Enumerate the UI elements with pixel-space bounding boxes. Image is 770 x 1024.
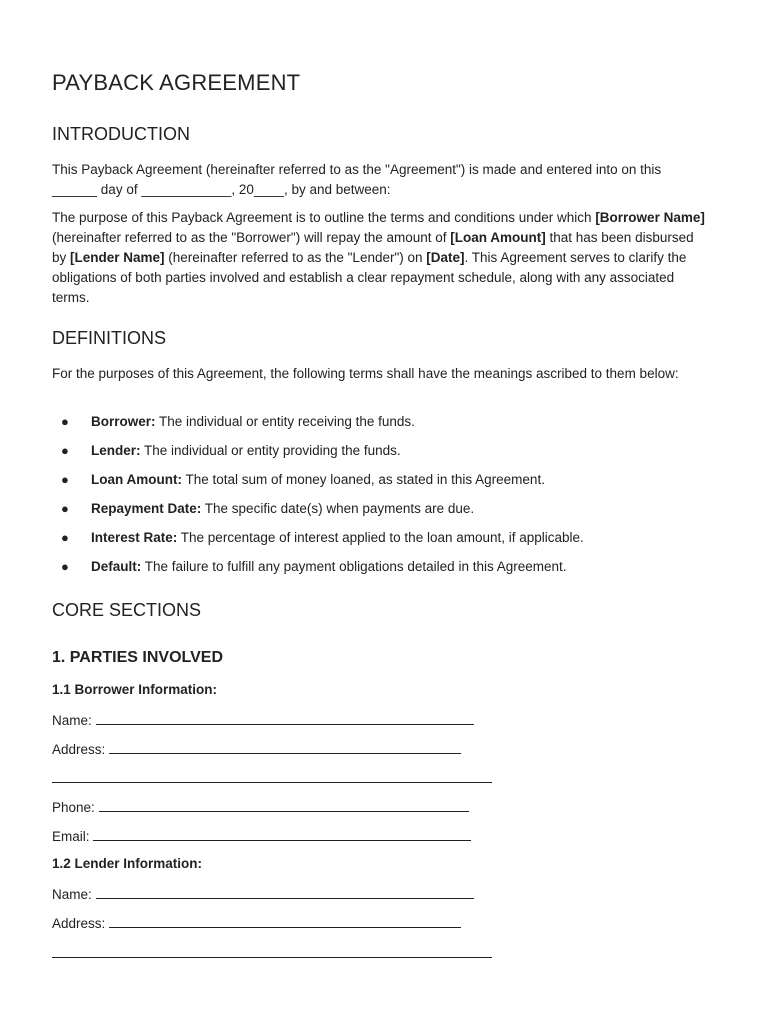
definitions-list — [52, 412, 584, 586]
address-blank[interactable] — [109, 913, 461, 928]
name-blank[interactable] — [96, 884, 474, 899]
introduction-paragraph: This Payback Agreement (hereinafter referred to as the "Agreement") is made and entered into on this ______ day of ____________, 20____, by and between: — [52, 162, 662, 197]
borrower-phone-field[interactable] — [52, 797, 469, 817]
bullet-icon: ● — [61, 472, 69, 487]
lender-name-field[interactable] — [52, 884, 474, 904]
purpose-text-1: The purpose of this Payback Agreement is to outline the terms and conditions under which — [52, 210, 596, 225]
list-item — [52, 470, 584, 499]
definition-text: The failure to fulfill any payment obligations detailed in this Agreement. — [141, 559, 567, 574]
field-label: Name: — [52, 713, 92, 728]
list-item — [52, 499, 584, 528]
loan-amount-placeholder: [Loan Amount] — [450, 230, 546, 245]
lender-name-placeholder: [Lender Name] — [70, 250, 165, 265]
parties-involved-heading: 1. PARTIES INVOLVED — [52, 649, 223, 666]
borrower-address-field[interactable] — [52, 739, 461, 759]
purpose-text-5: . This Agreement serves to clarify the obligations of both parties involved and establish a clear repayment schedule, along with any associated terms. — [52, 250, 687, 305]
bullet-icon: ● — [61, 443, 69, 458]
address-blank[interactable] — [109, 739, 461, 754]
address-line2-blank[interactable] — [52, 768, 492, 783]
field-label: Email: — [52, 829, 90, 844]
lender-address-line2[interactable] — [52, 943, 492, 963]
definition-text: The individual or entity providing the funds. — [140, 443, 401, 458]
definition-term: Repayment Date: — [91, 501, 202, 516]
list-item — [52, 412, 584, 441]
definition-text: The specific date(s) when payments are due. — [201, 501, 475, 516]
purpose-text-3: that has been disbursed by — [52, 230, 694, 265]
introduction-heading: INTRODUCTION — [52, 124, 190, 144]
field-label: Address: — [52, 742, 106, 757]
definition-term: Default: — [91, 559, 142, 574]
bullet-icon: ● — [61, 414, 69, 429]
bullet-icon: ● — [61, 559, 69, 574]
definition-text: The individual or entity receiving the funds. — [155, 414, 415, 429]
definition-term: Lender: — [91, 443, 141, 458]
purpose-text-2: (hereinafter referred to as the "Borrower") will repay the amount of — [52, 230, 451, 245]
list-item — [52, 557, 584, 586]
phone-blank[interactable] — [99, 797, 469, 812]
definition-text: The percentage of interest applied to the loan amount, if applicable. — [177, 530, 584, 545]
lender-address-field[interactable] — [52, 913, 461, 933]
purpose-paragraph — [52, 208, 707, 308]
borrower-info-heading: 1.1 Borrower Information: — [52, 682, 218, 697]
borrower-name-placeholder: [Borrower Name] — [595, 210, 705, 225]
definition-term: Borrower: — [91, 414, 156, 429]
address-line2-blank[interactable] — [52, 943, 492, 958]
definition-term: Interest Rate: — [91, 530, 178, 545]
field-label: Name: — [52, 887, 92, 902]
list-item — [52, 528, 584, 557]
name-blank[interactable] — [96, 710, 474, 725]
purpose-text-4: (hereinafter referred to as the "Lender") on — [164, 250, 427, 265]
bullet-icon: ● — [61, 501, 69, 516]
definition-term: Loan Amount: — [91, 472, 182, 487]
document-title: PAYBACK AGREEMENT — [52, 70, 301, 95]
lender-info-heading: 1.2 Lender Information: — [52, 856, 203, 871]
bullet-icon: ● — [61, 530, 69, 545]
definitions-intro: For the purposes of this Agreement, the following terms shall have the meanings ascribed to them below: — [52, 366, 679, 381]
field-label: Address: — [52, 916, 106, 931]
email-blank[interactable] — [93, 826, 471, 841]
core-sections-heading: CORE SECTIONS — [52, 600, 202, 620]
definition-text: The total sum of money loaned, as stated in this Agreement. — [181, 472, 545, 487]
field-label: Phone: — [52, 800, 95, 815]
borrower-email-field[interactable] — [52, 826, 471, 846]
date-placeholder: [Date] — [426, 250, 465, 265]
list-item — [52, 441, 584, 470]
borrower-name-field[interactable] — [52, 710, 474, 730]
borrower-address-line2[interactable] — [52, 768, 492, 788]
definitions-heading: DEFINITIONS — [52, 328, 167, 348]
